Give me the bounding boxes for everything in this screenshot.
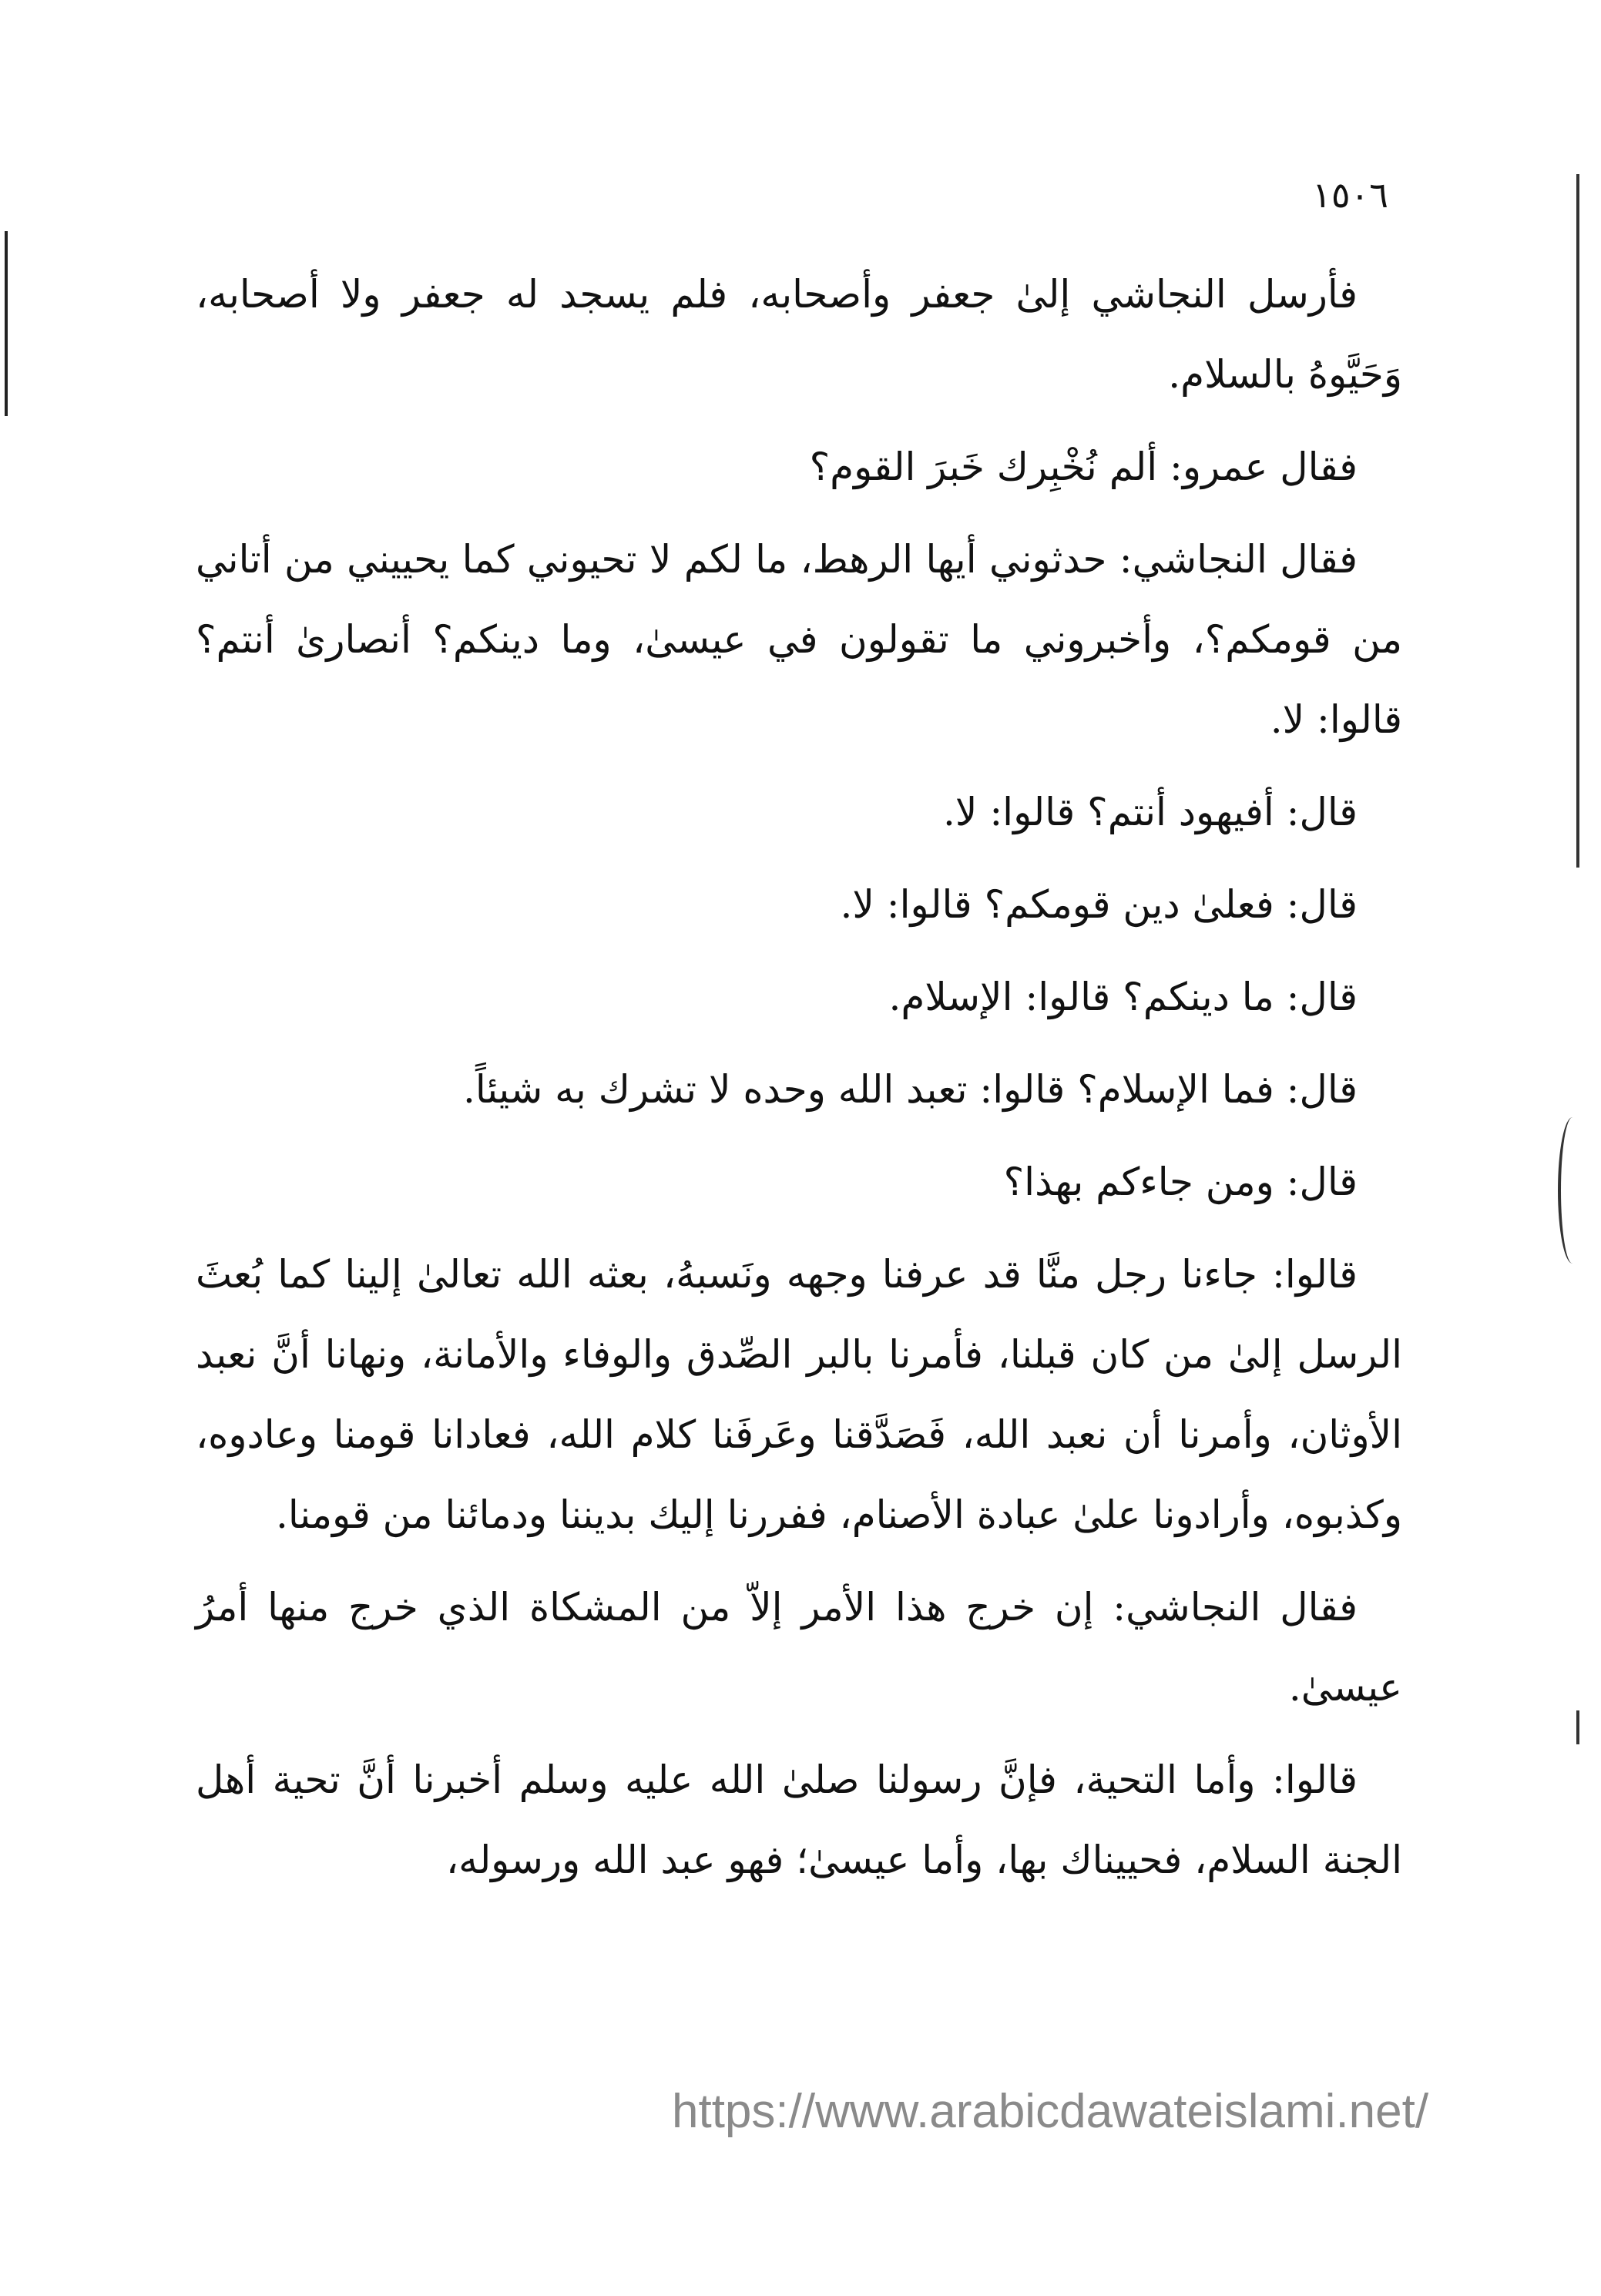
paragraph: فقال عمرو: ألم نُخْبِرك خَبرَ القوم؟ — [809, 445, 1358, 489]
paragraph: قال: ومن جاءكم بهذا؟ — [1003, 1160, 1358, 1204]
scan-edge-mark-left — [5, 231, 8, 416]
scan-binding-mark — [1558, 1117, 1587, 1264]
page-body — [196, 254, 1402, 1912]
paragraph: قالوا: وأما التحية، فإنَّ رسولنا صلىٰ الله عليه وسلم أخبرنا أنَّ تحية أهل الجنة السلام، فحييناك بها، وأما عيسىٰ؛ فهو عبد الله ورسوله، — [196, 1757, 1402, 1882]
scan-edge-mark-right — [1576, 174, 1579, 868]
paragraph: قال: أفيهود أنتم؟ قالوا: لا. — [943, 790, 1358, 834]
paragraph: فأرسل النجاشي إلىٰ جعفر وأصحابه، فلم يسجد له جعفر ولا أصحابه، وَحَيَّوهُ بالسلام. — [196, 272, 1402, 397]
source-url-watermark: https://www.arabicdawateislami.net/ — [672, 2085, 1429, 2138]
scan-edge-tick — [1576, 1710, 1579, 1744]
paragraph: قال: فعلىٰ دين قومكم؟ قالوا: لا. — [840, 882, 1358, 927]
page-number: ١٥٠٦ — [1312, 174, 1388, 216]
paragraph: قال: ما دينكم؟ قالوا: الإسلام. — [888, 975, 1358, 1019]
paragraph: فقال النجاشي: حدثوني أيها الرهط، ما لكم لا تحيوني كما يحييني من أتاني من قومكم؟، وأخبروني ما تقولون في عيسىٰ، وما دينكم؟ أنصارىٰ أنتم؟ قالوا: لا. — [196, 537, 1402, 742]
paragraph: فقال النجاشي: إن خرج هذا الأمر إلاّ من المشكاة الذي خرج منها أمرُ عيسىٰ. — [196, 1585, 1402, 1710]
paragraph: قال: فما الإسلام؟ قالوا: تعبد الله وحده لا تشرك به شيئاً. — [463, 1067, 1358, 1112]
paragraph: قالوا: جاءنا رجل منَّا قد عرفنا وجهه ونَسبهُ، بعثه الله تعالىٰ إلينا كما بُعثَ الرسل إلىٰ من كان قبلنا، فأمرنا بالبر الصِّدق والوفاء والأمانة، ونهانا أنَّ نعبد الأوثان، وأمرنا أن نعبد الله، فَصَدَّقنا وعَرفَنا كلام الله، فعادانا قومنا وعادوه، وكذبوه، وأرادونا علىٰ عبادة الأصنام، ففررنا إليك بديننا ودمائنا من قومنا. — [196, 1252, 1402, 1537]
